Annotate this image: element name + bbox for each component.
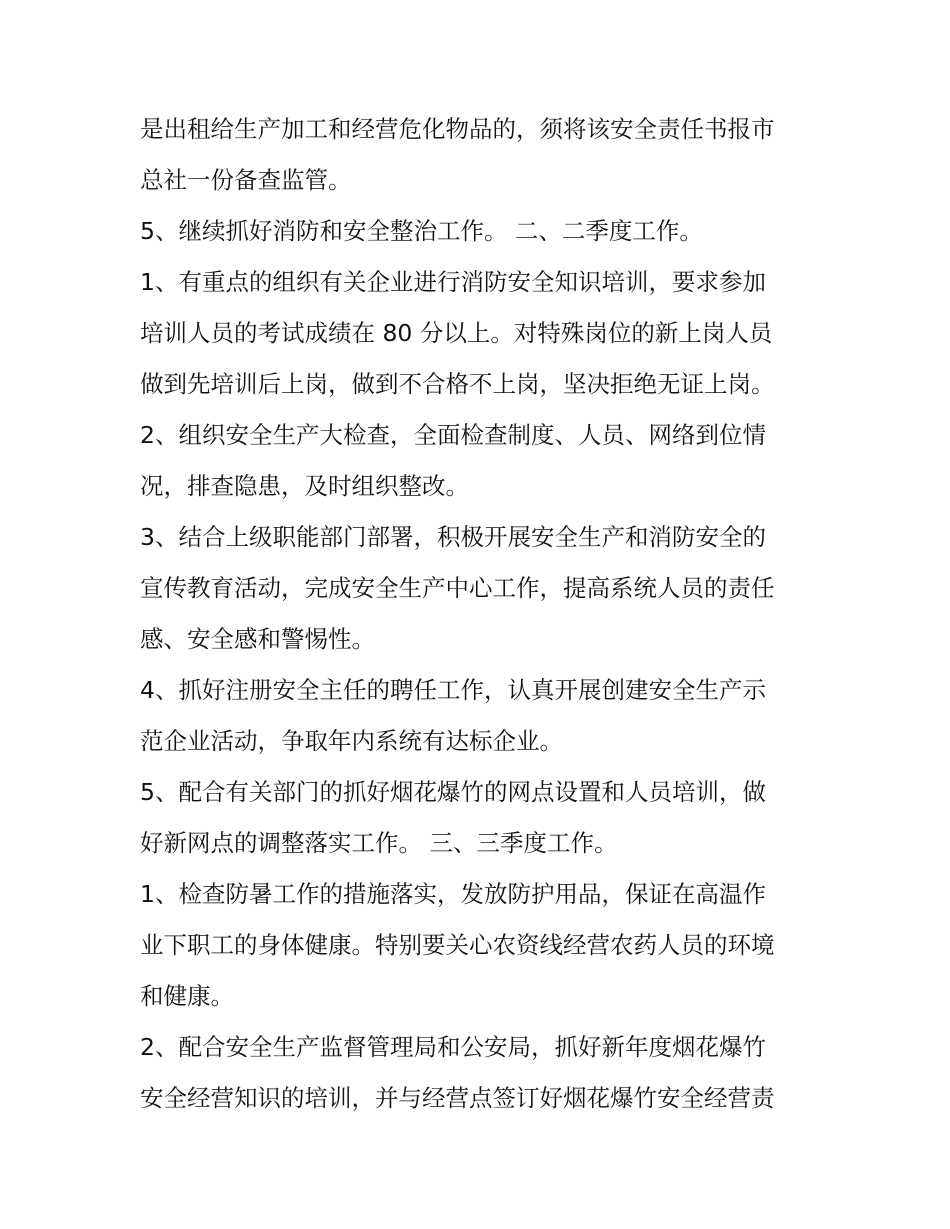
text-line: 1、检查防暑工作的措施落实，发放防护用品，保证在高温作	[140, 880, 766, 908]
text-line: 2、组织安全生产大检查，全面检查制度、人员、网络到位情	[140, 421, 766, 449]
text-line: 和健康。	[140, 982, 234, 1010]
text-line: 3、结合上级职能部门部署，积极开展安全生产和消防安全的	[140, 523, 766, 551]
text-line: 感、安全感和警惕性。	[140, 625, 375, 653]
body-text	[140, 104, 830, 1124]
text-line: 好新网点的调整落实工作。 三、三季度工作。	[140, 829, 618, 857]
text-line: 范企业活动，争取年内系统有达标企业。	[140, 727, 563, 755]
text-line: 宣传教育活动，完成安全生产中心工作，提高系统人员的责任	[140, 574, 775, 602]
text-line: 5、继续抓好消防和安全整治工作。 二、二季度工作。	[140, 217, 703, 245]
text-line: 1、有重点的组织有关企业进行消防安全知识培训，要求参加	[140, 268, 766, 296]
text-line: 5、配合有关部门的抓好烟花爆竹的网点设置和人员培训，做	[140, 778, 766, 806]
text-line: 是出租给生产加工和经营危化物品的，须将该安全责任书报市	[140, 115, 775, 143]
text-line: 况，排查隐患，及时组织整改。	[140, 472, 469, 500]
text-line: 2、配合安全生产监督管理局和公安局，抓好新年度烟花爆竹	[140, 1033, 766, 1061]
text-line: 4、抓好注册安全主任的聘任工作，认真开展创建安全生产示	[140, 676, 766, 704]
text-line: 业下职工的身体健康。特别要关心农资线经营农药人员的环境	[140, 931, 775, 959]
text-line: 总社一份备查监管。	[140, 166, 352, 194]
text-line: 安全经营知识的培训，并与经营点签订好烟花爆竹安全经营责	[140, 1084, 775, 1112]
text-line: 培训人员的考试成绩在 80 分以上。对特殊岗位的新上岗人员	[140, 319, 773, 347]
text-line: 做到先培训后上岗，做到不合格不上岗，坚决拒绝无证上岗。	[140, 370, 775, 398]
